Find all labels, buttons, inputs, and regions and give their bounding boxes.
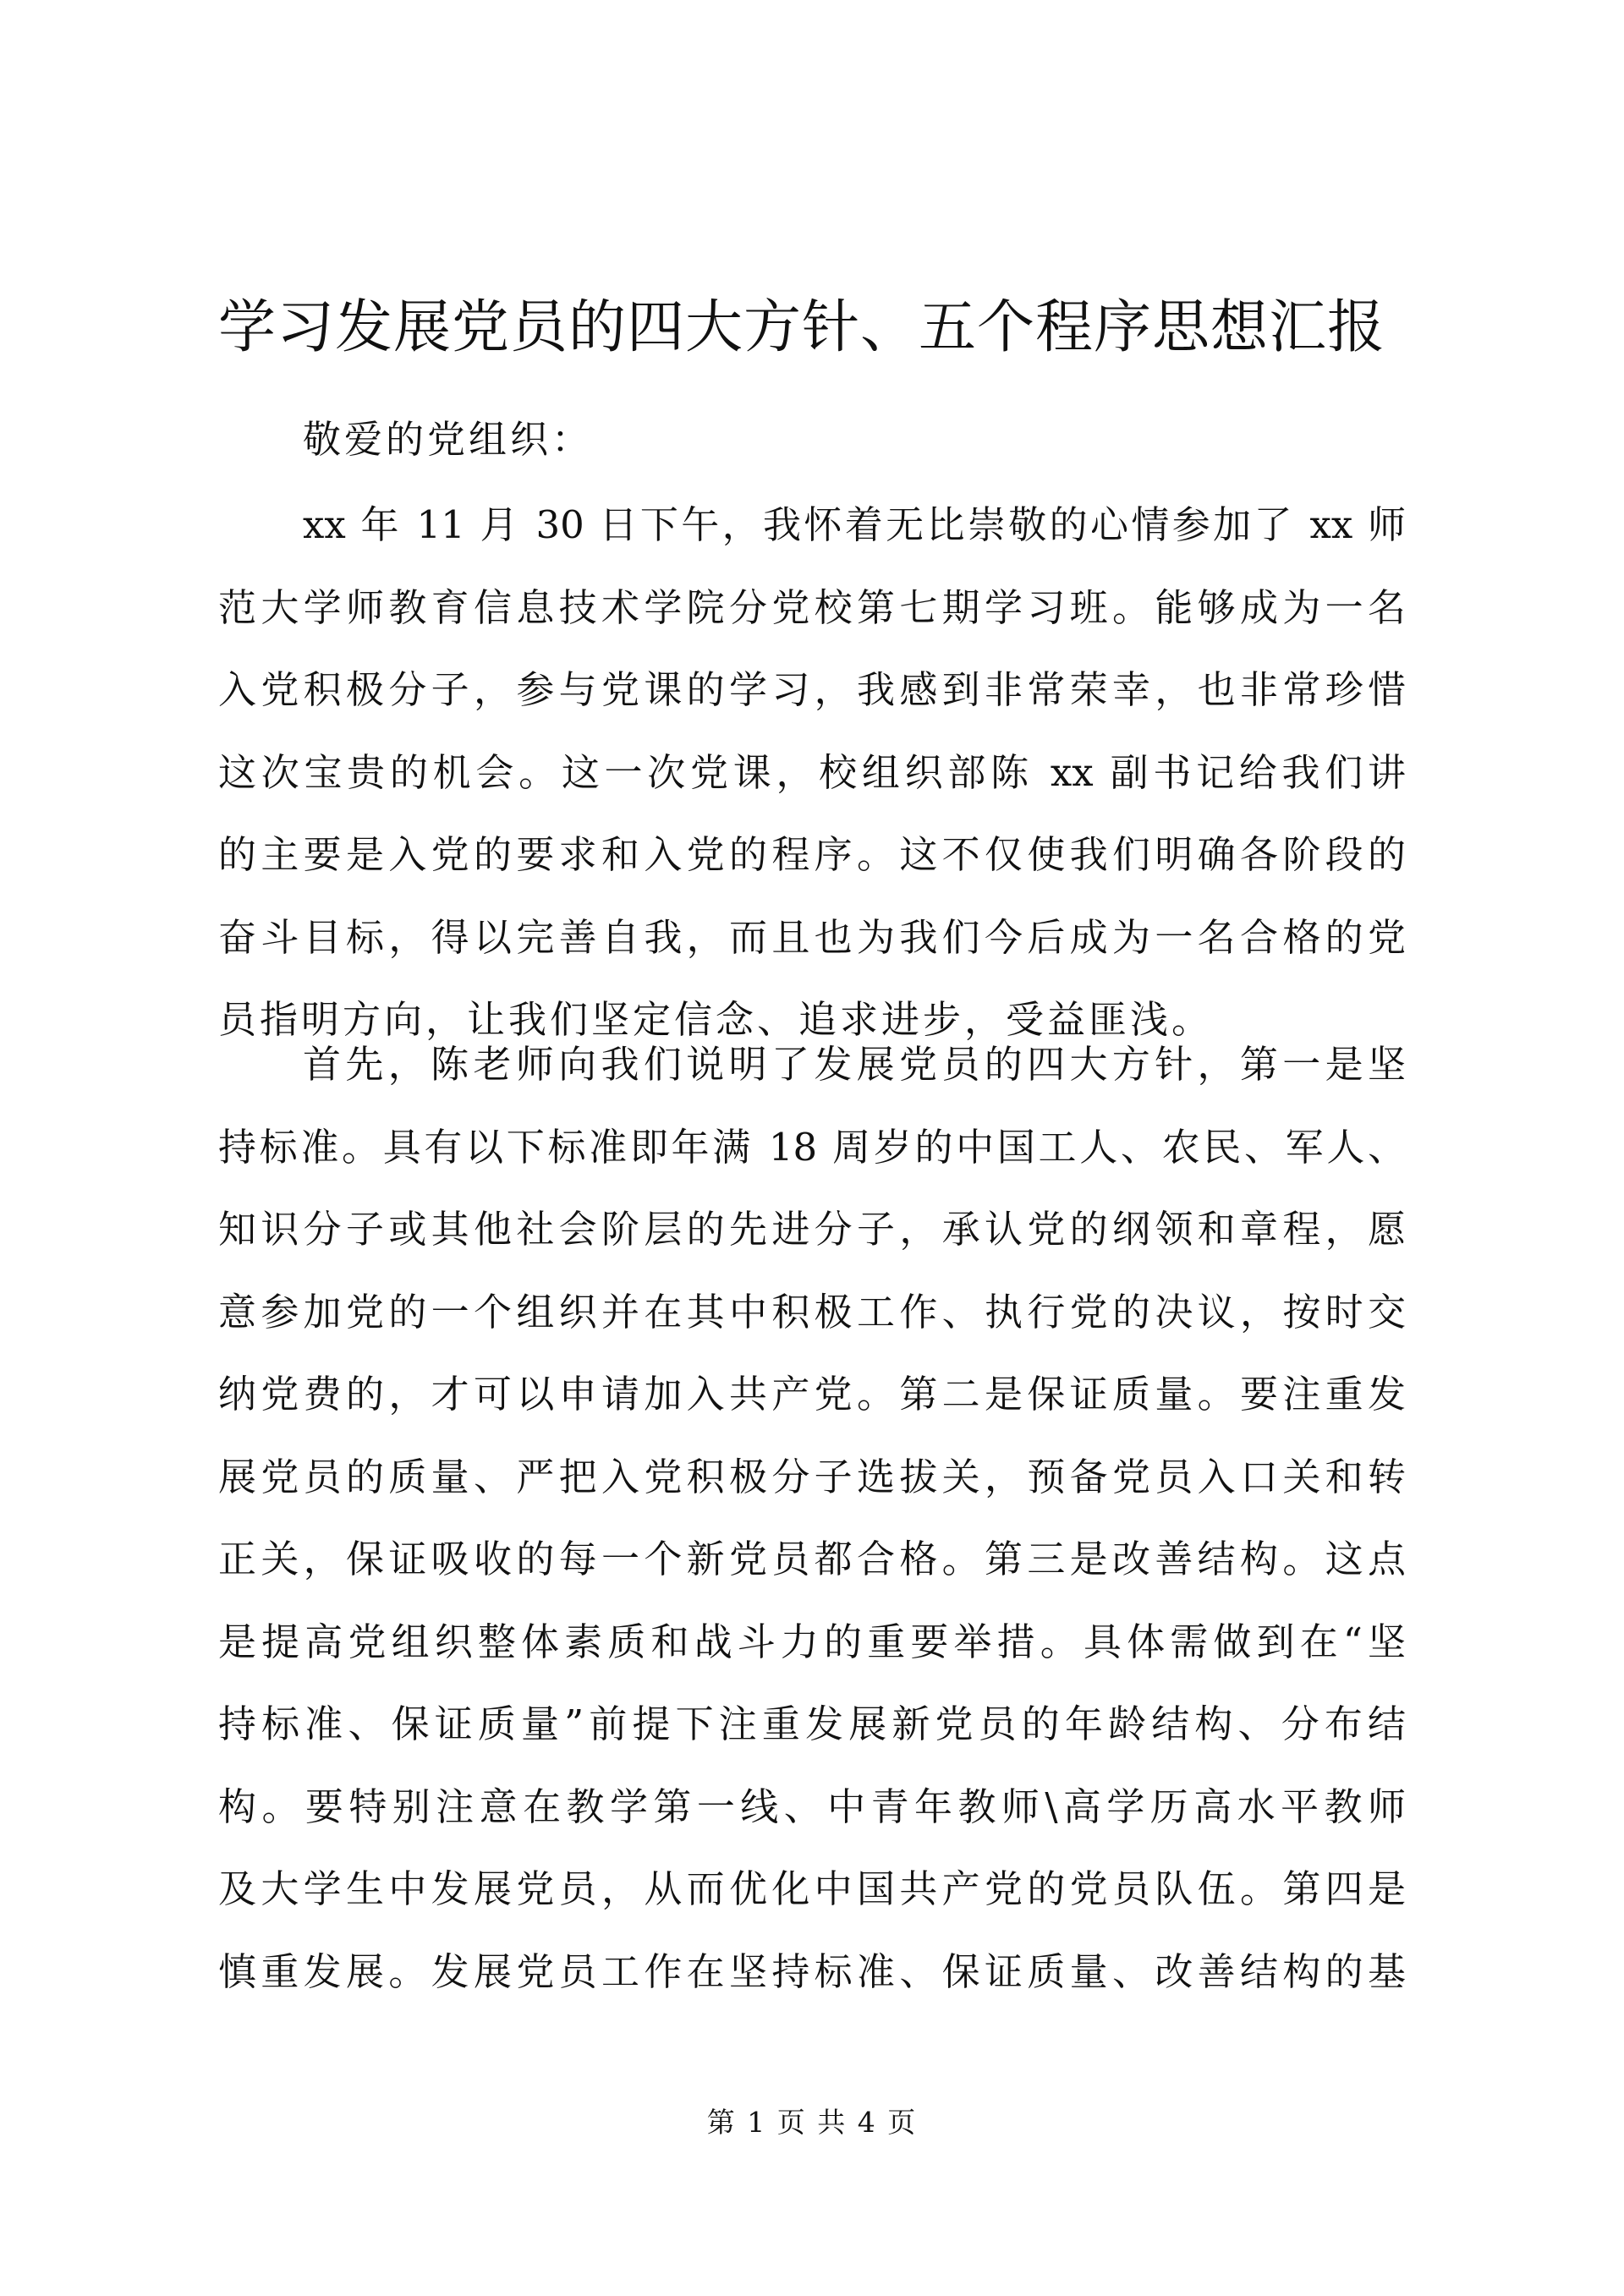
paragraph-line: 构。要特别注意在教学第一线、中青年教师\高学历高水平教师 <box>218 1784 1406 1829</box>
paragraph-line: 持标准、保证质量”前提下注重发展新党员的年龄结构、分布结 <box>218 1701 1406 1746</box>
document-title: 学习发展党员的四大方针、五个程序思想汇报 <box>218 294 1386 361</box>
paragraph-line: 员指明方向，让我们坚定信念、追求进步，受益匪浅。 <box>218 997 1214 1042</box>
paragraph-1 <box>218 484 1406 1061</box>
paragraph-line: 入党积极分子，参与党课的学习，我感到非常荣幸，也非常珍惜 <box>218 667 1406 712</box>
paragraph-line: 首先，陈老师向我们说明了发展党员的四大方针，第一是坚 <box>303 1042 1406 1087</box>
paragraph-line: 是提高党组织整体素质和战斗力的重要举措。具体需做到在“坚 <box>218 1619 1406 1664</box>
salutation: 敬爱的党组织： <box>303 417 594 462</box>
page-footer: 第 1 页 共 4 页 <box>706 2106 918 2139</box>
paragraph-line: 展党员的质量、严把入党积极分子选拔关，预备党员入口关和转 <box>218 1454 1406 1499</box>
paragraph-line: 纳党费的，才可以申请加入共产党。第二是保证质量。要注重发 <box>218 1372 1406 1417</box>
paragraph-line: 持标准。具有以下标准即年满 18 周岁的中国工人、农民、军人、 <box>218 1124 1406 1170</box>
paragraph-line: 及大学生中发展党员，从而优化中国共产党的党员队伍。第四是 <box>218 1866 1406 1911</box>
paragraph-line: 知识分子或其他社会阶层的先进分子，承认党的纲领和章程，愿 <box>218 1207 1406 1252</box>
paragraph-2 <box>218 1023 1406 2013</box>
paragraph-line: 慎重发展。发展党员工作在坚持标准、保证质量、改善结构的基 <box>218 1948 1406 1994</box>
paragraph-line: 的主要是入党的要求和入党的程序。这不仅使我们明确各阶段的 <box>218 832 1406 877</box>
paragraph-line: 这次宝贵的机会。这一次党课，校组织部陈 xx 副书记给我们讲 <box>218 749 1406 795</box>
paragraph-line: 范大学师教育信息技术学院分党校第七期学习班。能够成为一名 <box>218 584 1406 630</box>
paragraph-line: xx 年 11 月 30 日下午，我怀着无比崇敬的心情参加了 xx 师 <box>303 502 1406 547</box>
paragraph-line: 奋斗目标，得以完善自我，而且也为我们今后成为一名合格的党 <box>218 914 1406 960</box>
paragraph-line: 正关，保证吸收的每一个新党员都合格。第三是改善结构。这点 <box>218 1537 1406 1581</box>
paragraph-line: 意参加党的一个组织并在其中积极工作、执行党的决议，按时交 <box>218 1289 1406 1334</box>
